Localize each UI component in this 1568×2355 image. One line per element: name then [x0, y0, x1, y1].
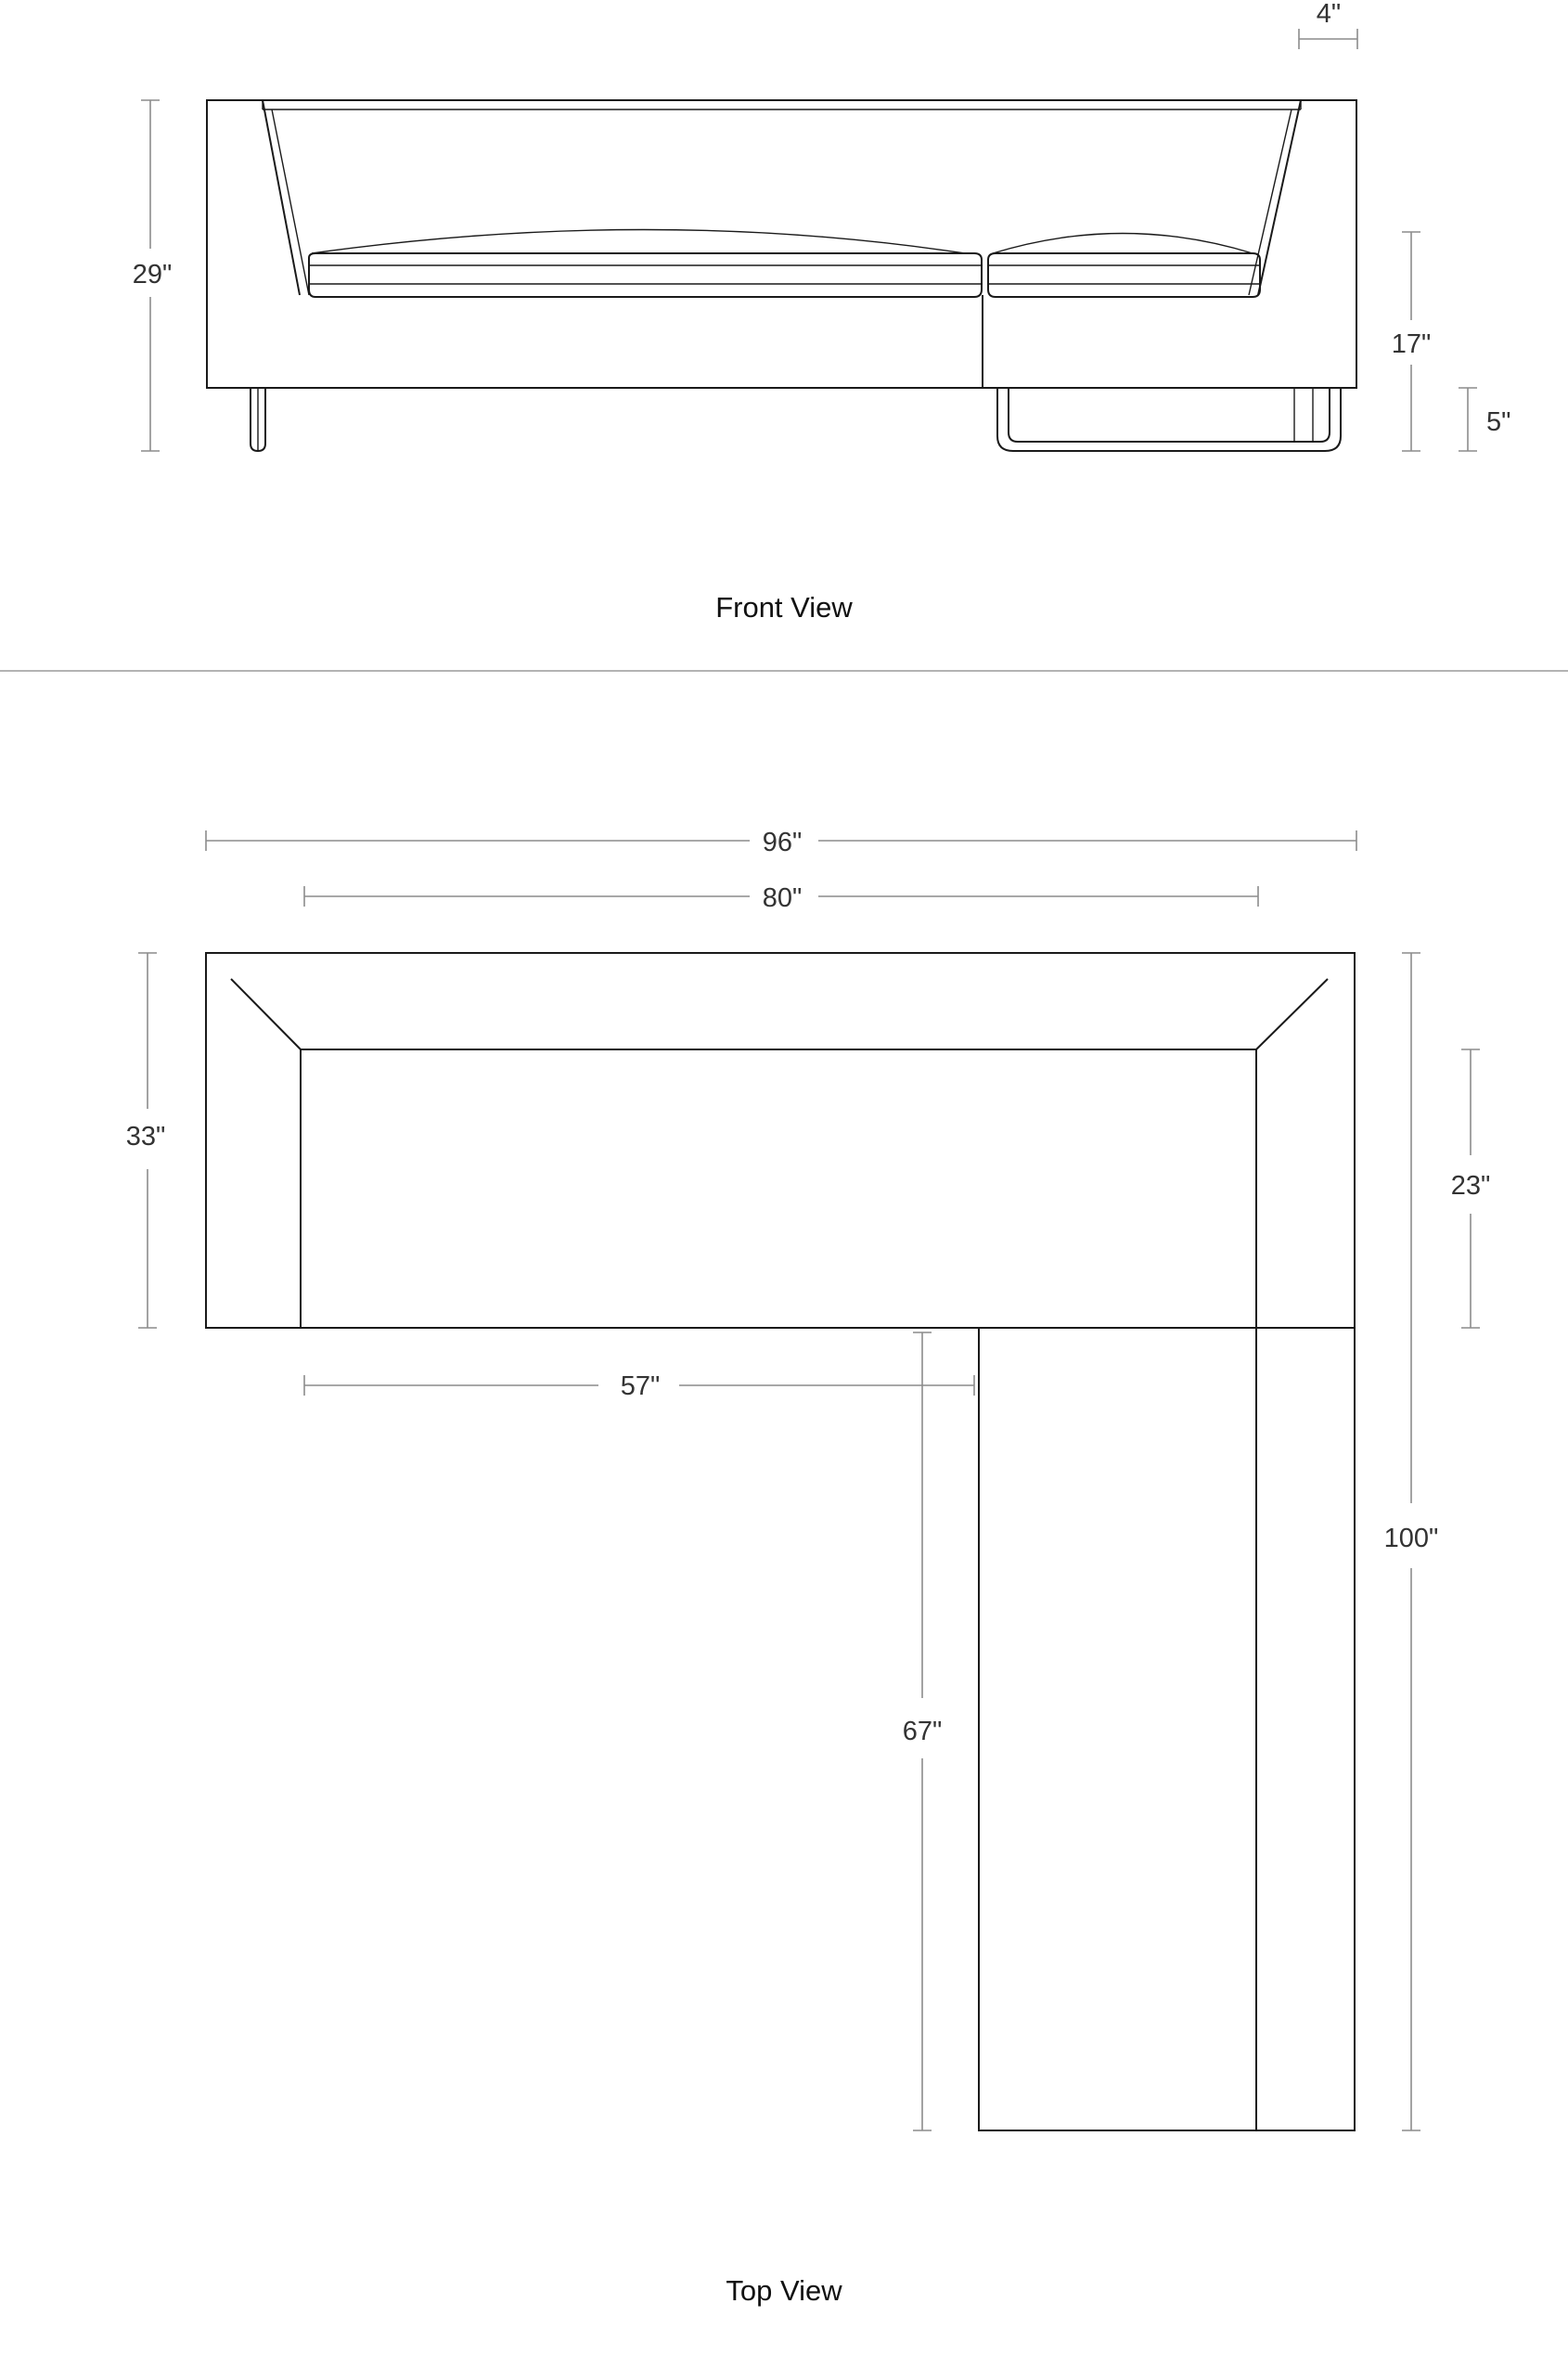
- front-right-cushion-crown: [993, 234, 1253, 254]
- dim-seat-width-label: 80": [762, 883, 803, 913]
- front-sofa-body: [207, 100, 1356, 388]
- dim-arm-width: [1299, 0, 1357, 49]
- top-right-arm-diagonal: [1256, 979, 1328, 1049]
- dim-overall-height-label: 29": [132, 260, 173, 290]
- front-left-cushion-crown: [312, 230, 965, 254]
- front-view-legs: [251, 388, 1341, 451]
- front-view-caption: Front View: [715, 591, 853, 624]
- dim-leg-height-label: 5": [1486, 407, 1511, 437]
- front-view-sofa-outline: [207, 100, 1356, 388]
- front-left-arm-edge: [263, 100, 300, 295]
- front-left-seat-cushion: [309, 253, 982, 297]
- dim-leg-height: [1459, 388, 1510, 451]
- front-view: [133, 0, 1511, 624]
- dim-chaise-inner-width: [304, 1371, 974, 1401]
- dim-seat-depth-label: 23": [1450, 1171, 1491, 1201]
- dim-seat-height: [1392, 232, 1432, 451]
- top-view-sofa-outline: [206, 953, 1355, 2130]
- dim-overall-length-label: 100": [1383, 1524, 1439, 1553]
- front-right-arm-edge: [1258, 100, 1301, 295]
- dim-overall-width: [206, 828, 1356, 857]
- dim-sofa-depth-label: 33": [125, 1122, 166, 1152]
- dim-seat-width: [304, 883, 1258, 913]
- dim-chaise-inner-width-label: 57": [620, 1371, 661, 1401]
- dim-seat-depth: [1451, 1049, 1491, 1328]
- front-view-cushions: [309, 230, 1260, 298]
- top-view-caption: Top View: [726, 2274, 842, 2307]
- dim-overall-width-label: 96": [762, 828, 803, 857]
- dim-sofa-depth: [126, 953, 166, 1328]
- dim-overall-length: [1384, 953, 1439, 2130]
- top-left-arm-diagonal: [231, 979, 301, 1049]
- top-sofa-body: [206, 953, 1355, 1328]
- top-view: [126, 828, 1491, 2307]
- front-right-seat-cushion: [988, 253, 1260, 297]
- dim-seat-height-label: 17": [1391, 329, 1432, 359]
- dim-arm-width-label: 4": [1316, 0, 1342, 29]
- dim-chaise-length: [903, 1332, 943, 2130]
- top-chaise: [979, 1328, 1355, 2130]
- dim-overall-height: [133, 100, 173, 451]
- top-seat-area: [301, 1049, 1256, 1328]
- dim-chaise-length-label: 67": [902, 1717, 943, 1746]
